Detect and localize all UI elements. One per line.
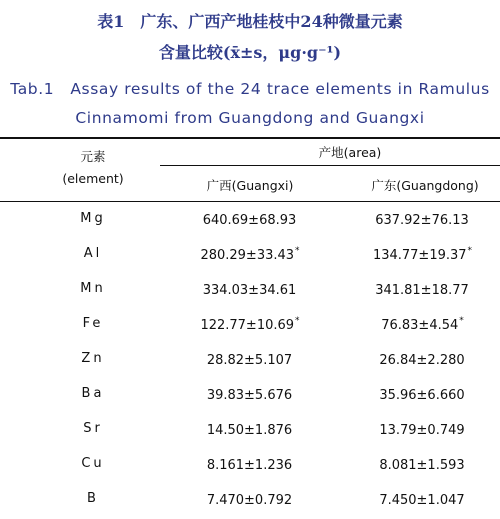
cell-guangxi bbox=[175, 281, 325, 298]
table-row bbox=[0, 307, 500, 342]
significance-mark: * bbox=[295, 246, 300, 256]
cell-guangxi bbox=[175, 211, 325, 228]
table-row bbox=[0, 412, 500, 447]
cell-guangdong bbox=[345, 386, 500, 403]
cell-guangxi bbox=[175, 421, 325, 438]
cell-guangxi bbox=[175, 316, 325, 333]
cell-guangxi-value: 8.161±1.236 bbox=[206, 458, 293, 473]
cell-element: B bbox=[87, 491, 99, 506]
cell-element: Al bbox=[83, 246, 103, 261]
cell-guangxi-value: 122.77±10.69 bbox=[200, 318, 295, 333]
caption-en-line2: Cinnamomi from Guangdong and Guangxi bbox=[75, 109, 425, 127]
cell-guangdong-value: 76.83±4.54 bbox=[381, 318, 459, 333]
cell-element: Zn bbox=[81, 351, 105, 366]
caption-cn-line2: 含量比较(x̄±s，μg·g⁻¹) bbox=[158, 43, 342, 62]
cell-guangdong-value: 7.450±1.047 bbox=[379, 493, 465, 508]
caption-en-line1: Tab.1 Assay results of the 24 trace elements in Ramulus bbox=[10, 80, 490, 98]
table-body bbox=[0, 202, 500, 517]
table-row bbox=[0, 237, 500, 272]
cell-guangdong-value: 134.77±19.37 bbox=[372, 248, 467, 263]
table-top-rule bbox=[0, 137, 500, 139]
cell-guangxi-value: 334.03±34.61 bbox=[202, 283, 297, 298]
caption-cn-line1: 表1 广东、广西产地桂枝中24种微量元素 bbox=[97, 12, 403, 31]
table-row bbox=[0, 202, 500, 237]
cell-guangdong-value: 8.081±1.593 bbox=[379, 458, 465, 473]
header-sub-rule bbox=[160, 165, 500, 166]
table-row bbox=[0, 447, 500, 482]
cell-element: Fe bbox=[82, 316, 104, 331]
header-guangdong: 广东(Guangdong) bbox=[371, 178, 479, 193]
header-element-cn: 元素 bbox=[80, 149, 106, 164]
significance-mark: * bbox=[295, 316, 300, 326]
cell-guangxi-value: 640.69±68.93 bbox=[202, 213, 297, 228]
table-row bbox=[0, 342, 500, 377]
cell-guangdong bbox=[345, 421, 500, 438]
cell-guangdong bbox=[345, 491, 500, 508]
cell-guangdong bbox=[345, 456, 500, 473]
cell-guangdong bbox=[345, 246, 500, 263]
cell-element: Sr bbox=[83, 421, 103, 436]
cell-guangxi-value: 280.29±33.43 bbox=[200, 248, 295, 263]
header-guangxi: 广西(Guangxi) bbox=[206, 178, 294, 193]
table-row bbox=[0, 272, 500, 307]
cell-guangxi bbox=[175, 456, 325, 473]
cell-guangxi bbox=[175, 491, 325, 508]
cell-guangxi bbox=[175, 386, 325, 403]
cell-element: Cu bbox=[81, 456, 105, 471]
significance-mark: * bbox=[459, 316, 464, 326]
cell-guangdong-value: 341.81±18.77 bbox=[375, 283, 469, 298]
table-row bbox=[0, 482, 500, 517]
significance-mark: * bbox=[467, 246, 473, 256]
cell-guangdong-value: 637.92±76.13 bbox=[375, 213, 469, 228]
cell-guangdong bbox=[345, 351, 500, 368]
cell-element: Mn bbox=[80, 281, 106, 296]
table-row bbox=[0, 377, 500, 412]
cell-guangdong bbox=[345, 316, 500, 333]
header-origin: 产地(area) bbox=[318, 145, 382, 160]
cell-element: Ba bbox=[81, 386, 105, 401]
cell-guangxi-value: 28.82±5.107 bbox=[206, 353, 293, 368]
cell-guangdong-value: 26.84±2.280 bbox=[379, 353, 465, 368]
cell-guangdong-value: 13.79±0.749 bbox=[379, 423, 465, 438]
cell-guangxi bbox=[175, 246, 325, 263]
cell-guangdong bbox=[345, 211, 500, 228]
cell-guangdong-value: 35.96±6.660 bbox=[379, 388, 465, 403]
cell-guangdong bbox=[345, 281, 500, 298]
cell-guangxi-value: 39.83±5.676 bbox=[206, 388, 293, 403]
cell-element: Mg bbox=[80, 211, 106, 226]
cell-guangxi-value: 7.470±0.792 bbox=[206, 493, 293, 508]
cell-guangxi bbox=[175, 351, 325, 368]
header-element-en: (element) bbox=[62, 171, 124, 186]
cell-guangxi-value: 14.50±1.876 bbox=[206, 423, 293, 438]
